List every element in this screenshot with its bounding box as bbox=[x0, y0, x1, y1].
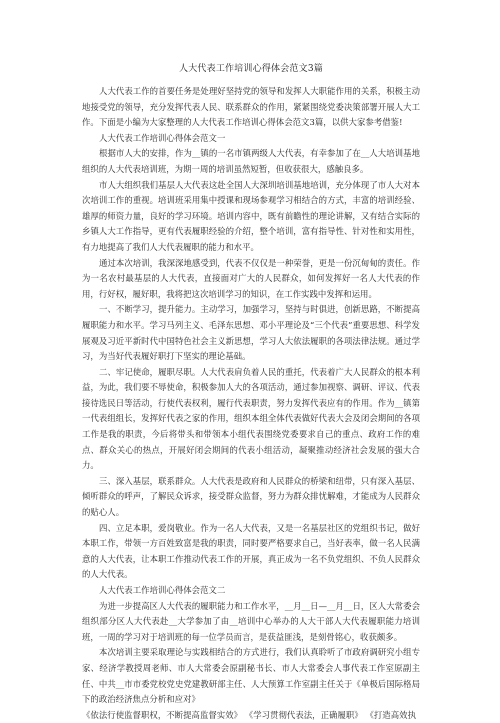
body-paragraph: 为进一步提高区人大代表的履职能力和工作水平，__月__日—__月__日，区人大常委会组织部分区人大代表赴__大学参加了由__培训中心举办的人大干部人大代表履职能力培训班，一周的学习对于培训班的每一位学员而言，是获益匪浅，是刻骨铭心，收获颇多。 bbox=[82, 600, 420, 642]
body-paragraph: 四、立足本职，爱岗敬业。作为一名人大代表，又是一名基层社区的党组织书记，做好本职工作，带领一方百姓致富是我的职责，同时要严格要求自己，当好表率，做一名人民满意的人大代表，让本职工作推动代表工作的开展，真正成为一名不负党组织、不负人民群众的人大代表。 bbox=[82, 522, 420, 580]
body-paragraph: 通过本次培训，我深深地感受到，代表不仅仅是一种荣誉，更是一份沉甸甸的责任。作为一名农村最基层的人大代表，直接面对广大的人民群众，如何发挥好一名人大代表的作用，行好权，履好职，我将把这次培训学习的知识，在工作实践中发挥和运用。 bbox=[82, 257, 420, 299]
body-paragraph: 《依法行使监督职权，不断提高监督实效》 《学习贯彻代表法，正确履职》 《打造高效执 bbox=[82, 709, 416, 720]
body-paragraph: 三、深入基层，联系群众。人大代表是政府和人民群众的桥梁和纽带，只有深入基层、倾听群众的呼声，了解民众诉求，接受群众监督，努力为群众排忧解难，才能成为人民群众的贴心人。 bbox=[82, 475, 420, 518]
body-paragraph: 市人大组织我们基层人大代表这赴全国人大深圳培训基地培训，充分体现了市人大对本次培训工作的重视。培训班采用集中授课和现场参观学习相结合的方式，丰富的培训经验、雄厚的师资力量，良好的学习环境。培训内容中，既有前瞻性的理论讲解，又有结合实际的乡镇人大工作指导，更有代表履职经验的介绍，整个培训，富有指导性、针对性和实用性，有力地提高了我们人大代表履职的能力和水平。 bbox=[82, 179, 420, 252]
document-title: 人大代表工作培训心得体会范文3篇 bbox=[179, 64, 323, 74]
section-heading: 人大代表工作培训心得体会范文一 bbox=[99, 132, 226, 143]
body-paragraph: 二、牢记使命，履职尽职。人大代表肩负着人民的重托，代表着广大人民群众的根本利益，为此，我们要不辱使命，积极参加人大的各项活动，通过参加视察、调研、评议、代表接待选民日等活动，行使代表权利，履行代表职责，努力发挥代表应有的作用。作为__镇第一代表组组长，发挥好代表之家的作用，组织本组全体代表做好代表大会及闭会期间的各项工作是我的职责，今后将带头和带领本小组代表围绕党委要求自己的重点、政府工作的难点、群众关心的热点，开展好闭会期间的代表小组活动，凝聚推动经济社会发展的强大合力。 bbox=[82, 366, 420, 471]
section-heading: 人大代表工作培训心得体会范文二 bbox=[99, 585, 226, 595]
body-paragraph: 一、不断学习，提升能力。主动学习，加强学习，坚持与时俱进，创新思路，不断提高履职能力和水平。学习马列主义、毛泽东思想、邓小平理论及“三个代表”重要思想、科学发展观及习近平新时代中国特色社会主义新思想，学习人大依法履职的各项法律法规。通过学习，为当好代表履好职打下坚实的理论基础。 bbox=[82, 304, 420, 362]
body-paragraph: 人大代表工作的首要任务是处理好坚持党的领导和发挥人大职能作用的关系，积极主动地接受党的领导，充分发挥代表人民、联系群众的作用，紧紧围绕党委决策部署开展人大工作。下面是小编为大家整理的人大代表工作培训心得体会范文3篇，以供大家参考借鉴! bbox=[82, 86, 420, 128]
body-paragraph: 本次培训主要采取理论与实践相结合的方式进行，我们认真聆听了市政府调研究小组专家、经济学教授周老师、市人大常委会原副秘书长、市人大常委会人事代表工作室原副主任、中共__市市委党校党史党建教研部主任、人大预算工作室副主任关于《单极后国际格局下的政治经济焦点分析和应对》 bbox=[82, 647, 420, 705]
body-paragraph: 根据市人大的安排，作为__镇的一名市镇两级人大代表，有幸参加了在__人大培训基地组织的人大代表培训班，为期一周的培训虽然短暂，但收获很大，感触良多。 bbox=[82, 148, 420, 174]
document-body bbox=[82, 84, 420, 723]
